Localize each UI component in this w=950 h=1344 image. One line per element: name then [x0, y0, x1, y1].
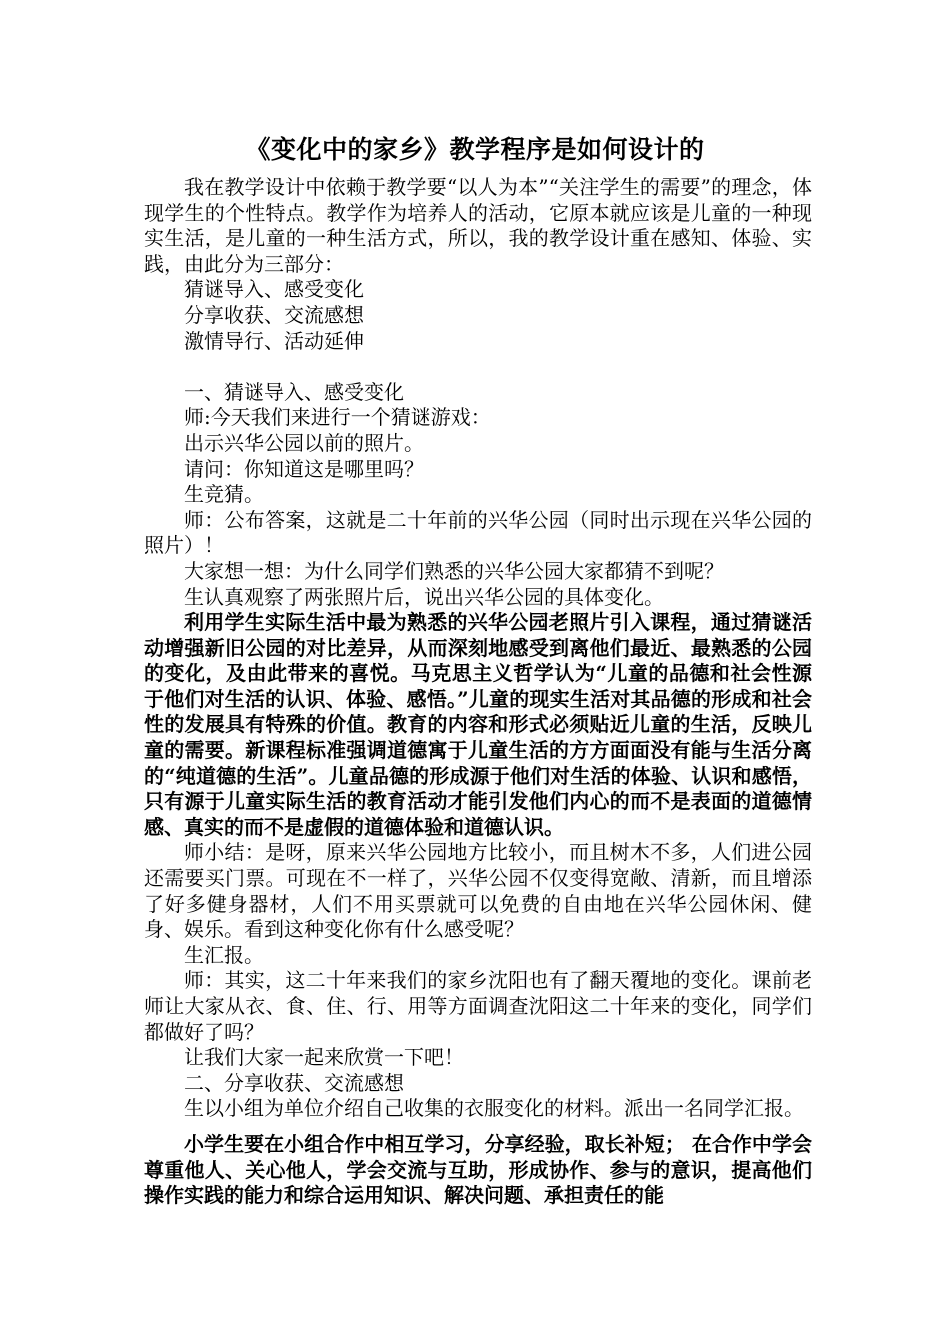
paragraph: 让我们大家一起来欣赏一下吧！ — [184, 1045, 464, 1070]
paragraph: 师：其实，这二十年来我们的家乡沈阳也有了翻天覆地的变化。课前老师让大家从衣、食、住、行、用等方面调查沈阳这二十年来的变化，同学们都做好了吗？ — [144, 968, 812, 1044]
section-1-heading: 一、猜谜导入、感受变化 — [184, 379, 404, 404]
outline-item-3: 激情导行、活动延伸 — [184, 328, 364, 353]
blank-line — [144, 354, 812, 380]
analysis-paragraph: 小学生要在小组合作中相互学习，分享经验，取长补短； 在合作中学会尊重他人、关心他人，学会交流与互助，形成协作、参与的意识，提高他们操作实践的能力和综合运用知识、解决问题、承担责任的能 — [144, 1131, 812, 1208]
paragraph: 生汇报。 — [184, 942, 264, 967]
paragraph-gap — [144, 1122, 812, 1132]
outline-item-1: 猜谜导入、感受变化 — [184, 277, 364, 302]
analysis-paragraph: 利用学生实际生活中最为熟悉的兴华公园老照片引入课程，通过猜谜活动增强新旧公园的对比差异，从而深刻地感受到离他们最近、最熟悉的公园的变化，及由此带来的喜悦。马克思主义哲学认为“儿童的品德和社会性源于他们对生活的认识、体验、感悟。”儿童的现实生活对其品德的形成和社会性的发展具有特殊的价值。教育的内容和形式必须贴近儿童的生活，反映儿童的需要。新课程标准强调道德寓于儿童生活的方方面面没有能与生活分离的“纯道德的生活”。儿童品德的形成源于他们对生活的体验、认识和感悟，只有源于儿童实际生活的教育活动才能引发他们内心的而不是表面的道德情感、真实的而不是虚假的道德体验和道德认识。 — [144, 610, 812, 839]
outline-item-2: 分享收获、交流感想 — [184, 302, 364, 327]
paragraph: 生竞猜。 — [184, 482, 264, 507]
intro-paragraph: 我在教学设计中依赖于教学要“以人为本”“关注学生的需要”的理念，体现学生的个性特点。教学作为培养人的活动，它原本就应该是儿童的一种现实生活，是儿童的一种生活方式，所以，我的教学设计重在感知、体验、实践，由此分为三部分： — [144, 175, 812, 276]
paragraph: 生认真观察了两张照片后，说出兴华公园的具体变化。 — [184, 584, 664, 609]
document-title: 《变化中的家乡》教学程序是如何设计的 — [245, 135, 705, 164]
paragraph: 请问：你知道这是哪里吗？ — [184, 456, 424, 481]
paragraph: 师:今天我们来进行一个猜谜游戏： — [184, 405, 491, 430]
paragraph: 生以小组为单位介绍自己收集的衣服变化的材料。派出一名同学汇报。 — [184, 1096, 804, 1121]
document-body — [144, 175, 812, 1209]
paragraph: 师小结：是呀，原来兴华公园地方比较小，而且树木不多，人们进公园还需要买门票。可现在不一样了，兴华公园不仅变得宽敞、清新，而且增添了好多健身器材，人们不用买票就可以免费的自由地在兴华公园休闲、健身、娱乐。看到这种变化你有什么感受呢？ — [144, 840, 812, 942]
paragraph: 师：公布答案，这就是二十年前的兴华公园（同时出示现在兴华公园的照片）！ — [144, 507, 812, 558]
paragraph: 出示兴华公园以前的照片。 — [184, 430, 424, 455]
section-2-heading: 二、分享收获、交流感想 — [184, 1070, 404, 1095]
paragraph: 大家想一想：为什么同学们熟悉的兴华公园大家都猜不到呢？ — [184, 558, 724, 583]
